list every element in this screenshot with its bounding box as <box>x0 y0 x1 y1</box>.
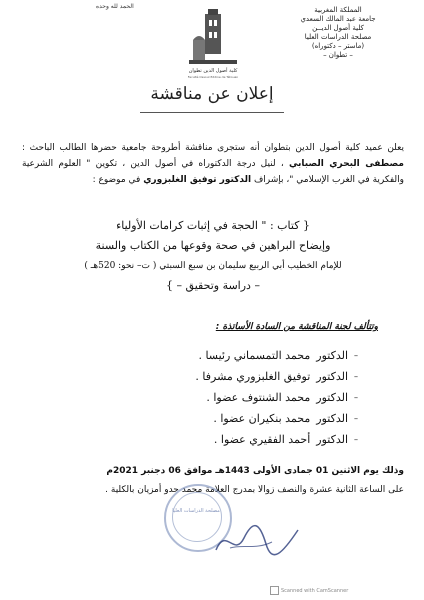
basmala: الحمد لله وحده <box>96 3 134 10</box>
handwritten-signature <box>212 520 302 560</box>
logo-caption-latin: Faculté Ossoul Eddine de Tétouan <box>187 75 239 79</box>
header-line: مصلحة الدراسات العليا <box>304 33 372 41</box>
committee-heading: وتتألف لجنة المناقشة من السادة الأساتذة : <box>215 322 378 332</box>
title-underline <box>140 112 284 113</box>
member-title: الدكتور <box>316 391 348 404</box>
header-line: المملكة المغربية <box>314 6 362 14</box>
institution-header <box>268 6 408 60</box>
supervisor-name: الدكتور توفيق الغلبزوري <box>143 175 252 185</box>
header-line: (ماستر – دكتوراه) <box>311 42 365 50</box>
member-title: الدكتور <box>316 433 348 446</box>
scanner-text: Scanned with CamScanner <box>281 588 349 594</box>
committee-member: – الدكتور محمد التمسماني رئيسا . <box>198 349 358 362</box>
member-name: محمد الشنتوف عضوا . <box>206 391 311 404</box>
committee-member: – الدكتور أحمد الفقيري عضوا . <box>213 433 358 446</box>
thesis-title-line: { كتاب : " الحجة في إثبات كرامات الأولياء <box>116 219 310 232</box>
announcement-text: يعلن عميد كلية أصول الدين بتطوان أنه ستجرى مناقشة أطروحة جامعية حضرها الطالب الباحث : <box>22 143 404 153</box>
scanner-logo-icon <box>270 586 279 595</box>
thesis-title-line: وإيضاح البراهين في صحة وقوعها من الكتاب والسنة <box>95 239 331 252</box>
defense-time-place: على الساعة الثانية عشرة والنصف زوالا بمدرج العلامة محمد حدو أمزيان بالكلية . <box>105 485 404 495</box>
member-name: محمد التمسماني رئيسا . <box>198 349 311 362</box>
header-line: جامعة عبد المالك السعدي <box>300 15 376 23</box>
member-name: توفيق الغلبزوري مشرفا . <box>195 370 311 383</box>
stamp-text: مصلحة الدراسات العليا <box>172 508 220 514</box>
member-title: الدكتور <box>316 349 348 362</box>
scanner-watermark <box>270 586 348 595</box>
thesis-title-block <box>22 216 404 296</box>
committee-list <box>118 345 358 450</box>
announcement-paragraph <box>22 140 404 188</box>
student-name: مصطفى البحري الصبابي <box>288 159 404 169</box>
logo-caption-ar: كلية أصول الدين تطوان <box>188 68 238 74</box>
header-line: كلية أصول الديــن <box>312 24 364 32</box>
member-name: أحمد الفقيري عضوا . <box>213 433 311 446</box>
thesis-author-line: للإمام الخطيب أبي الربيع سليمان بن سبع السبتي ( ت– نحو: 520هـ ) <box>84 261 342 271</box>
member-title: الدكتور <box>316 412 348 425</box>
thesis-title-line: – دراسة وتحقيق – } <box>166 279 260 292</box>
header-line: – تطوان – <box>323 51 353 59</box>
defense-date: وذلك يوم الاثنين 01 جمادى الأولى 1443هـ موافق 06 دجنبر 2021م <box>106 466 404 476</box>
announcement-text: ، لنيل درجة الدكتوراه في أصول الدين ، تكوين " العلوم الشرعية والفكرية في الغرب الإسلامي "، بإشراف <box>22 159 404 185</box>
committee-member: – الدكتور محمد الشنتوف عضوا . <box>206 391 358 404</box>
announcement-text: في موضوع : <box>92 175 141 185</box>
member-title: الدكتور <box>316 370 348 383</box>
member-name: محمد بنكيران عضوا . <box>213 412 311 425</box>
committee-member: – الدكتور محمد بنكيران عضوا . <box>213 412 358 425</box>
committee-member: – الدكتور توفيق الغلبزوري مشرفا . <box>195 370 358 383</box>
page-title: إعلان عن مناقشة <box>150 84 274 104</box>
